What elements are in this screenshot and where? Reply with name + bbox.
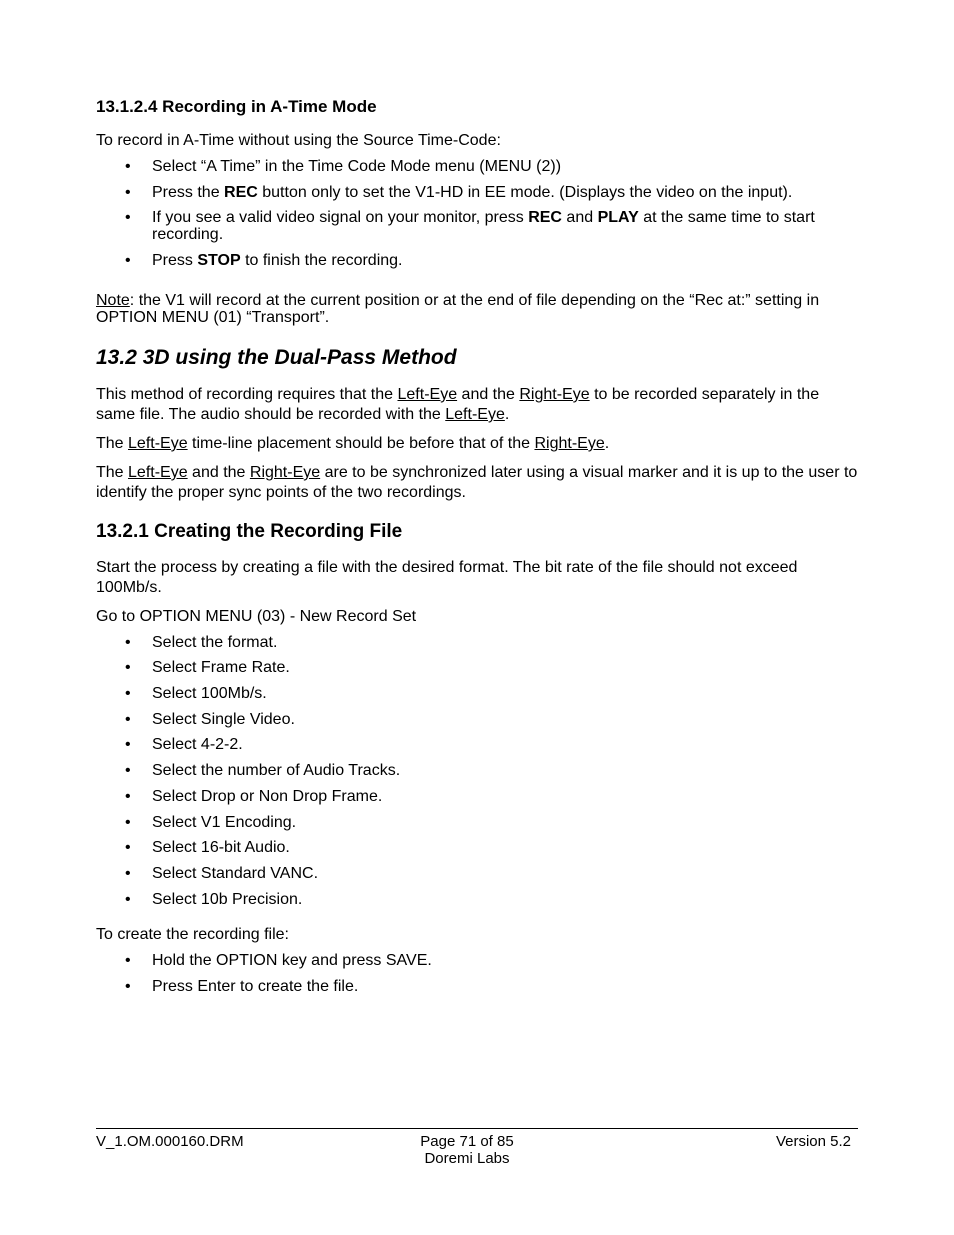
list-item-text: Hold the OPTION key and press SAVE. (152, 952, 432, 969)
bullet-icon: • (125, 158, 131, 175)
note-label: Note (96, 292, 130, 309)
bullet-icon: • (125, 252, 131, 269)
list-item-text: Select Single Video. (152, 711, 295, 728)
bullet-icon: • (125, 839, 131, 856)
section-heading-13-2: 13.2 3D using the Dual-Pass Method (96, 346, 457, 369)
section-heading-13-2-1: 13.2.1 Creating the Recording File (96, 521, 403, 542)
paragraph-create-file: Start the process by creating a file with the desired format. The bit rate of the file should not exceed 100Mb/s. (96, 559, 798, 596)
bullet-icon: • (125, 788, 131, 805)
bullet-icon: • (125, 952, 131, 969)
paragraph-dual-pass-intro: This method of recording requires that the Left-Eye and the Right-Eye to be recorded separately in the same file. The audio should be recorded with the Left-Eye. (96, 386, 820, 423)
list-item-text: Select the format. (152, 634, 278, 651)
bullet-icon: • (125, 762, 131, 779)
list-item-text: Select 16-bit Audio. (152, 839, 290, 856)
bullet-icon: • (125, 814, 131, 831)
list-item-text: Select Frame Rate. (152, 659, 290, 676)
footer-company: Doremi Labs (424, 1150, 510, 1167)
list-item-text: Select V1 Encoding. (152, 814, 297, 831)
section-heading-13-1-2-4: 13.1.2.4 Recording in A-Time Mode (96, 97, 377, 116)
footer-page-info (367, 1133, 567, 1167)
footer-doc-id: V_1.OM.000160.DRM (96, 1133, 244, 1150)
document-page (96, 0, 858, 1235)
bullet-icon: • (125, 711, 131, 728)
paragraph-create-recording: To create the recording file: (96, 926, 289, 943)
paragraph-timeline-placement: The Left-Eye time-line placement should be before that of the Right-Eye. (96, 435, 610, 452)
list-item-text: Select 4-2-2. (152, 736, 243, 753)
footer-page-number: Page 71 of 85 (420, 1133, 514, 1150)
list-item-text: Press the REC button only to set the V1-HD in EE mode. (Displays the video on the input). (152, 184, 793, 201)
bullet-icon: • (125, 685, 131, 702)
note-paragraph: Note: the V1 will record at the current position or at the end of file depending on the “Rec at:” setting in OPTION MENU (01) “Transport”. (96, 292, 820, 326)
list-item-text: Select 100Mb/s. (152, 685, 267, 702)
bullet-icon: • (125, 736, 131, 753)
bullet-icon: • (125, 891, 131, 908)
bullet-icon: • (125, 634, 131, 651)
list-item-text: Press Enter to create the file. (152, 978, 359, 995)
bullet-icon: • (125, 659, 131, 676)
footer-version: Version 5.2 (775, 1133, 851, 1150)
bullet-icon: • (125, 865, 131, 882)
list-item-text: If you see a valid video signal on your monitor, press REC and PLAY at the same time to start recording. (152, 209, 815, 243)
paragraph-sync: The Left-Eye and the Right-Eye are to be synchronized later using a visual marker and it is up to the user to identify the proper sync points of the two recordings. (96, 464, 858, 501)
list-item-text: Select the number of Audio Tracks. (152, 762, 401, 779)
paragraph-intro: To record in A-Time without using the Source Time-Code: (96, 132, 501, 149)
list-item-text: Press STOP to finish the recording. (152, 252, 403, 269)
list-item-text: Select “A Time” in the Time Code Mode menu (MENU (2)) (152, 158, 562, 175)
footer-divider (96, 1128, 858, 1129)
list-item-text: Select Standard VANC. (152, 865, 319, 882)
list-item-text: Select 10b Precision. (152, 891, 303, 908)
bullet-icon: • (125, 978, 131, 995)
paragraph-option-menu: Go to OPTION MENU (03) - New Record Set (96, 608, 417, 625)
bullet-icon: • (125, 209, 131, 226)
bullet-icon: • (125, 184, 131, 201)
list-item-text: Select Drop or Non Drop Frame. (152, 788, 383, 805)
